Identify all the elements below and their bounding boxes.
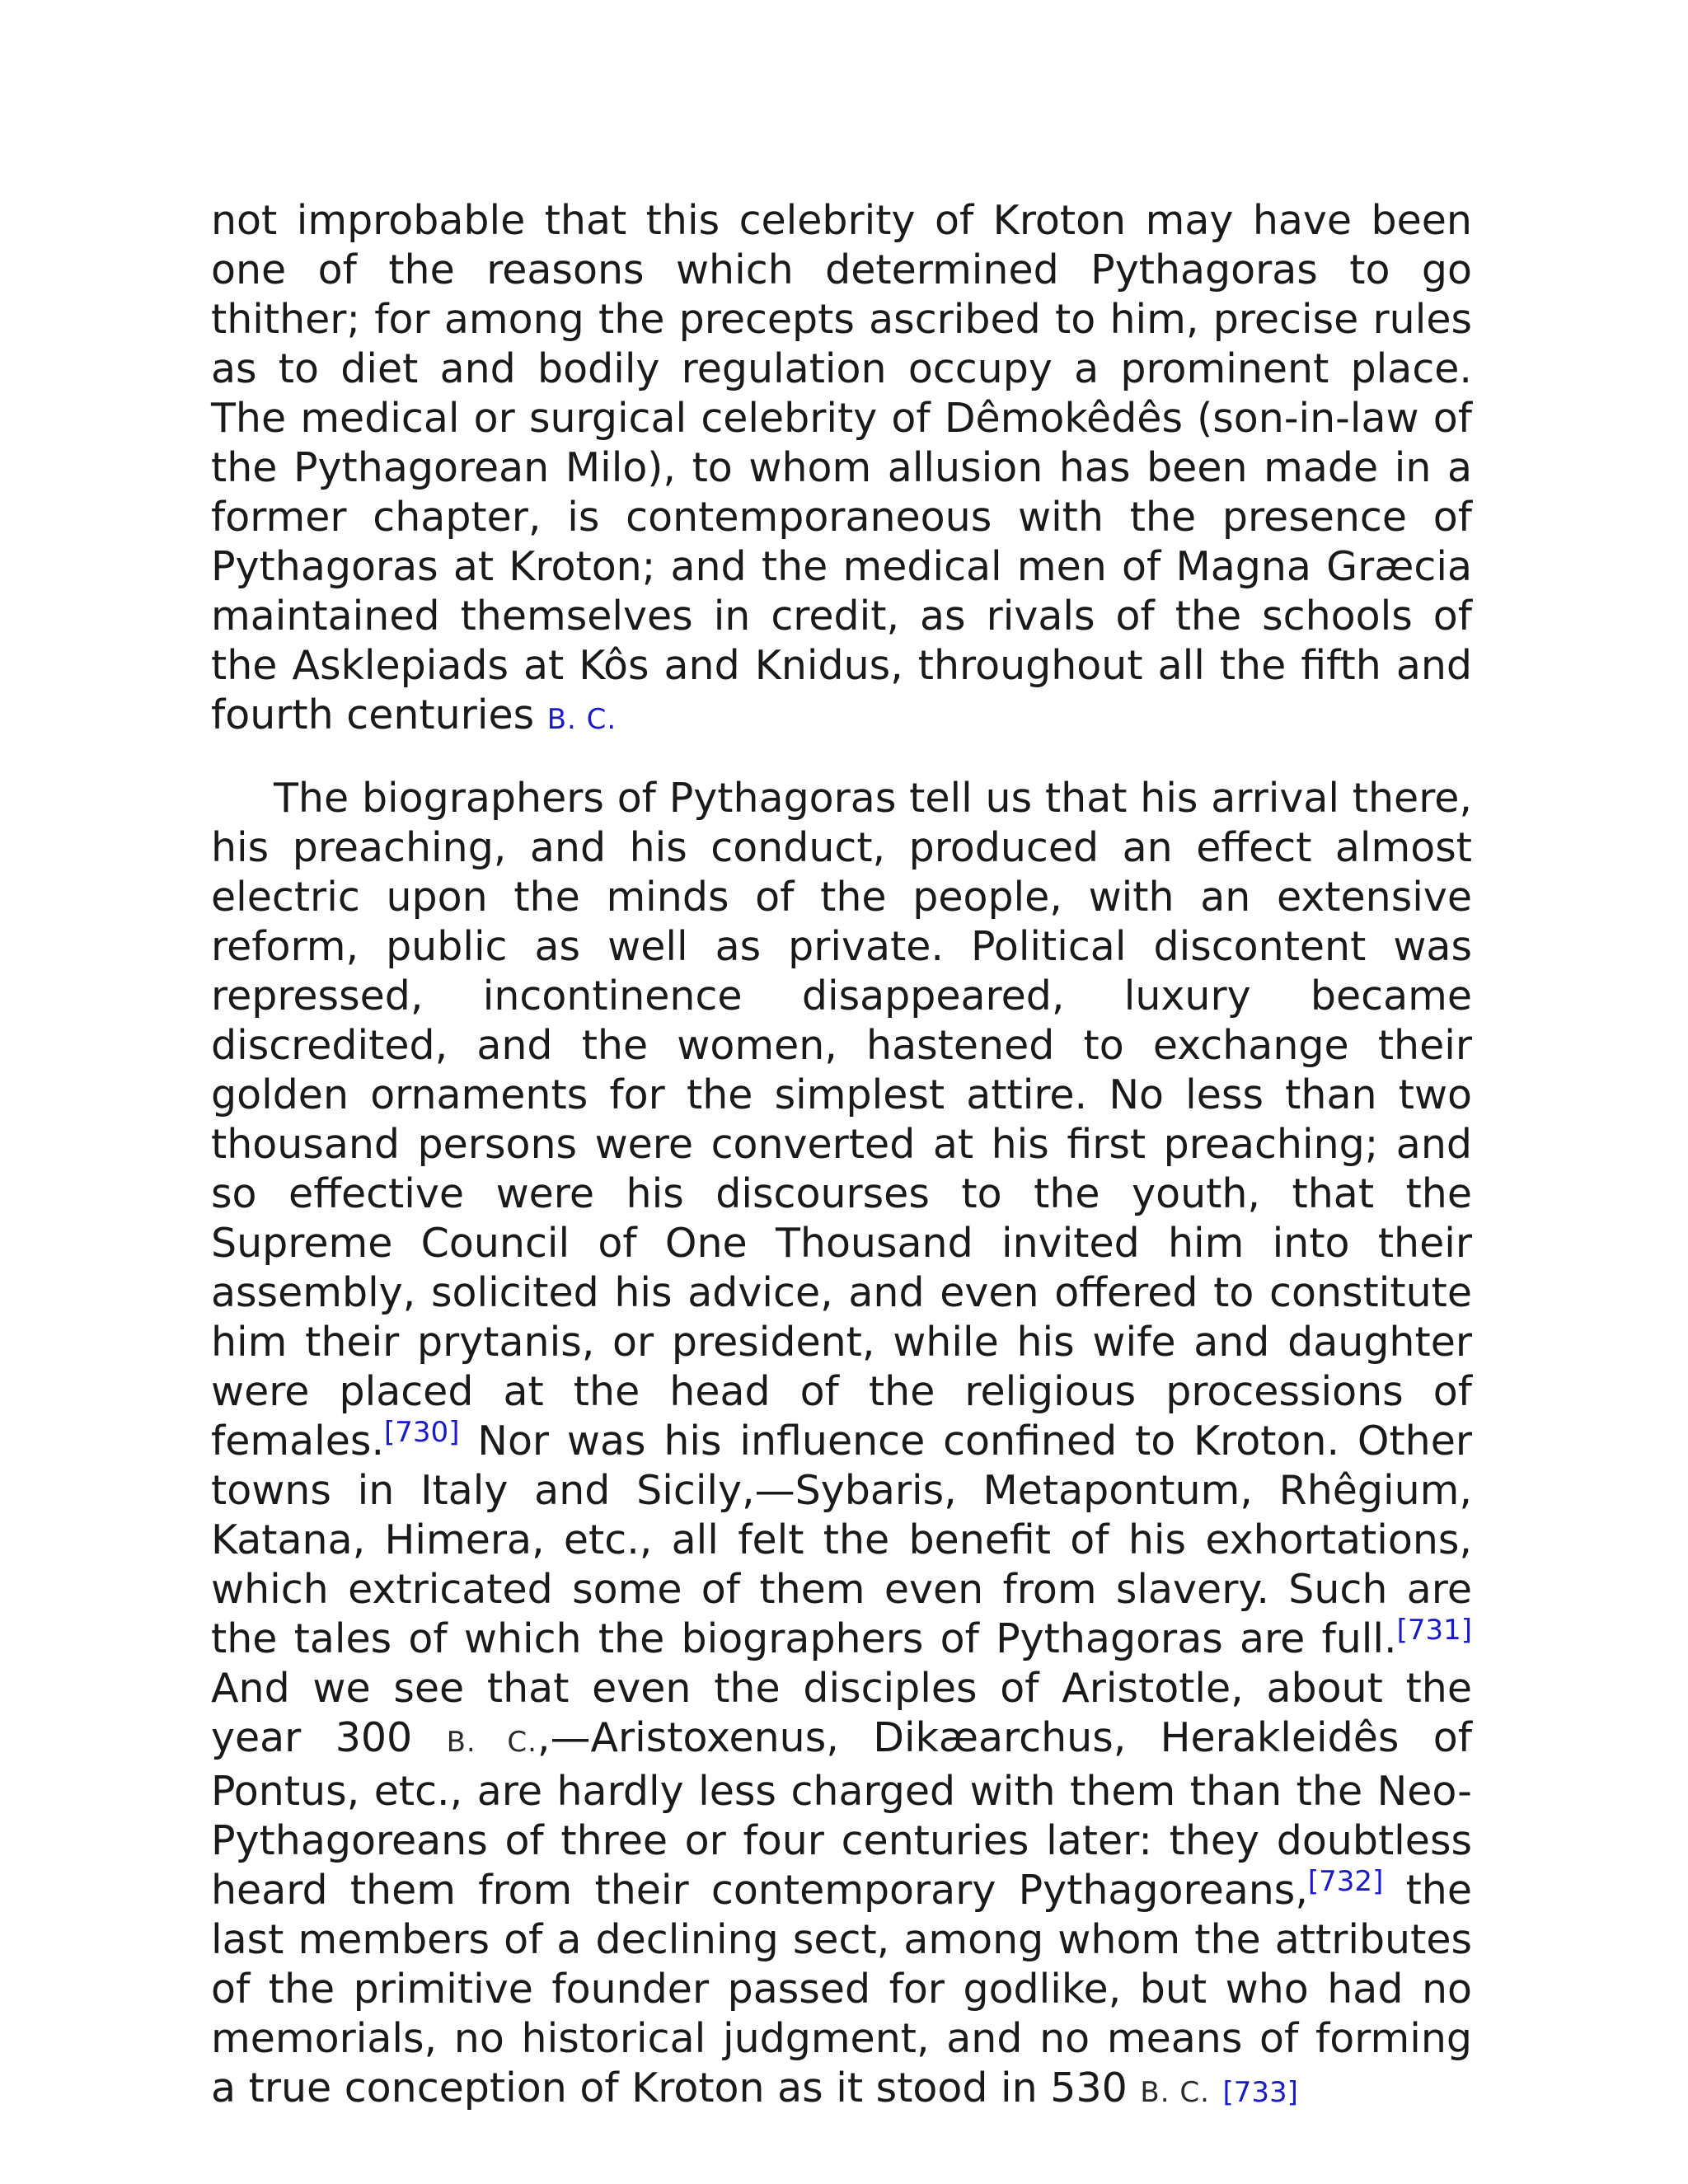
paragraph-2-text-1: The biographers of Pythagoras tell us that his arrival there, his preaching, and his conduct, produced an effect almost electric upon the minds of the people, with an extensive reform, public as well as private. Political discontent was repressed, incontinence disappeared, luxury became discredited, and the women, hastened to exchange their golden ornaments for the simplest attire. No less than two thousand persons were converted at his first preaching; and so effective were his discourses to the youth, that the Supreme Council of One Thousand invited him into their assembly, solicited his advice, and even offered to constitute him their prytanis, or president, while his wife and daughter were placed at the head of the religious processions of females. [211,775,1472,1465]
paragraph-1 [211,196,1472,744]
era-abbreviation[interactable]: B. C. [546,703,617,736]
footnote-link-733[interactable]: [733] [1222,2076,1298,2109]
paragraph-2-text-4: ,—Aristoxenus, Dikæarchus, Herakleidês of Pontus, etc., are hardly less charged with them than the Neo-Pythagoreans of three or four centuries later: they doubtless heard them from their contemporary Pythagoreans, [211,1714,1472,1914]
paragraph-2-text-2: Nor was his influence confined to Kroton. Other towns in Italy and Sicily,—Sybaris, Metapontum, Rhêgium, Katana, Himera, etc., all felt the benefit of his exhortations, which extricated some of them even from slavery. Such are the tales of which the biographers of Pythagoras are full. [211,1418,1472,1662]
paragraph-2-text-5: the last members of a declining sect, among whom the attributes of the primitive founder passed for godlike, but who had no memorials, no historical judgment, and no means of forming a true conception of Kroton as it stood in 530 [211,1867,1472,2111]
footnote-link-731[interactable]: [731] [1396,1614,1472,1647]
page-body [211,196,1472,2117]
paragraph-2 [211,774,1472,2117]
footnote-link-732[interactable]: [732] [1307,1865,1384,1898]
paragraph-1-text: not improbable that this celebrity of Kroton may have been one of the reasons which determined Pythagoras to go thither; for among the precepts ascribed to him, precise rules as to diet and bodily regulation occupy a prominent place. The medical or surgical celebrity of Dêmokêdês (son-in-law of the Pythagorean Milo), to whom allusion has been made in a former chapter, is contemporaneous with the presence of Pythagoras at Kroton; and the medical men of Magna Græcia maintained themselves in credit, as rivals of the schools of the Asklepiads at Kôs and Knidus, throughout all the fifth and fourth centuries [211,197,1472,738]
era-abbreviation: B. C. [1140,2076,1210,2109]
paragraph-2-text-3: And we see that even the disciples of Aristotle, about the year 300 [211,1665,1472,1761]
footnote-link-730[interactable]: [730] [384,1416,460,1449]
era-abbreviation: B. C. [446,1726,537,1759]
